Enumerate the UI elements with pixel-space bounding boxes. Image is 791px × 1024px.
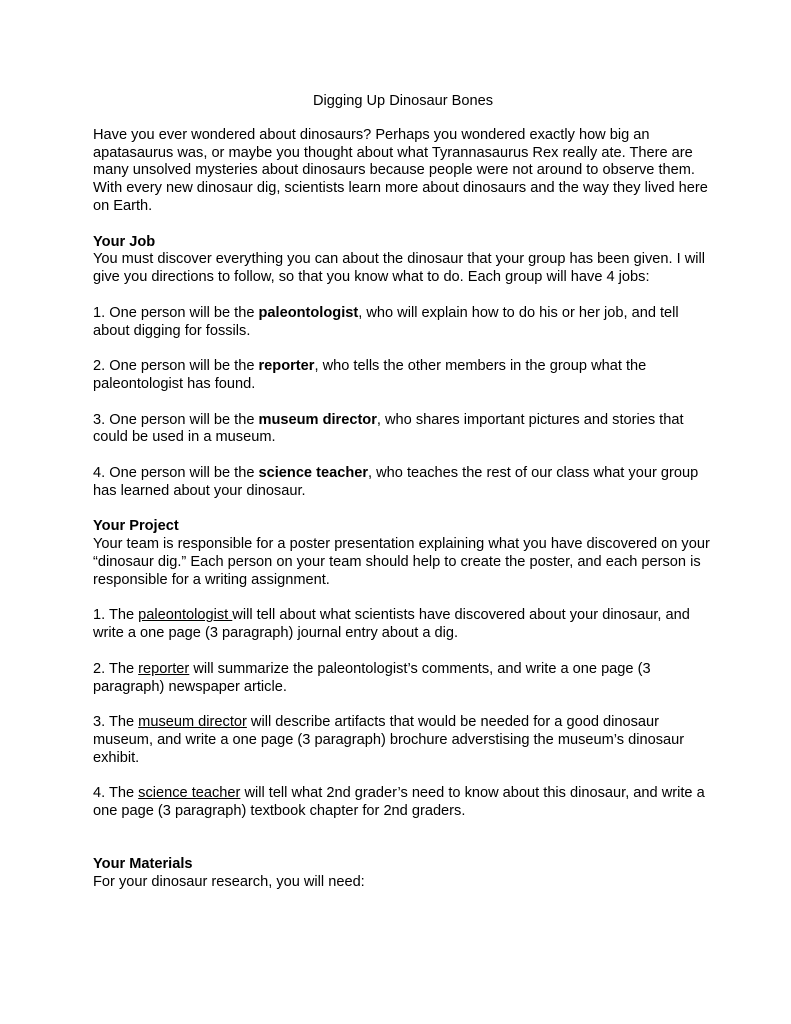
task-suffix: will tell about what scientists have discovered about your dinosaur, and write a one page (3 paragraph) journal entry about a dig. — [93, 607, 690, 642]
task-role: museum director — [138, 714, 247, 731]
job-prefix: 4. One person will be the — [93, 464, 259, 481]
intro-paragraph: Have you ever wondered about dinosaurs? Perhaps you wondered exactly how big an apatasaurus was, or maybe you thought about what Tyrannasaurus Rex really ate. There are many unsolved mysteries about dinosaurs because people were not around to observe them. With every new dinosaur dig, scientists learn more about dinosaurs and the way they lived here on Earth. — [93, 126, 708, 214]
your-materials-section — [93, 856, 713, 892]
job-suffix: , who teaches the rest of our class what your group has learned about your dinosaur. — [93, 464, 699, 499]
task-suffix: will tell what 2nd grader’s need to know about this dinosaur, and write a one page (3 paragraph) textbook chapter for 2nd graders. — [93, 785, 705, 820]
spacer — [93, 839, 713, 857]
task-role: paleontologist — [138, 607, 233, 624]
your-project-section — [93, 518, 713, 589]
job-suffix: , who shares important pictures and stories that could be used in a museum. — [93, 411, 684, 446]
document-title: Digging Up Dinosaur Bones — [312, 93, 494, 109]
task-suffix: will summarize the paleontologist’s comments, and write a one page (3 paragraph) newspaper article. — [93, 660, 651, 695]
task-item — [93, 607, 713, 643]
your-job-heading: Your Job — [93, 233, 156, 250]
job-item — [93, 358, 713, 394]
job-item — [93, 305, 713, 341]
job-item — [93, 412, 713, 448]
your-project-text: Your team is responsible for a poster presentation explaining what you have discovered on your “dinosaur dig.” Each person on your team should help to create the poster, and each person is responsible for a writing assignment. — [93, 536, 710, 588]
job-role: museum director — [258, 411, 377, 428]
task-role: reporter — [138, 660, 190, 677]
job-suffix: , who tells the other members in the group what the paleontologist has found. — [93, 358, 647, 392]
task-role: science teacher — [138, 785, 241, 802]
task-prefix: 2. The — [93, 660, 139, 677]
your-job-section — [93, 234, 713, 287]
your-project-heading: Your Project — [93, 518, 179, 535]
task-item — [93, 661, 713, 697]
your-materials-heading: Your Materials — [93, 856, 193, 873]
your-job-text: You must discover everything you can about the dinosaur that your group has been given. I will give you directions to follow, so that you know what to do. Each group will have 4 jobs: — [93, 251, 705, 286]
task-item — [93, 714, 713, 767]
job-prefix: 2. One person will be the — [93, 358, 259, 375]
job-prefix: 1. One person will be the — [93, 304, 259, 321]
task-prefix: 1. The — [93, 607, 139, 624]
job-item — [93, 465, 713, 501]
task-prefix: 4. The — [93, 785, 139, 802]
task-item — [93, 785, 713, 821]
job-role: science teacher — [258, 464, 369, 481]
your-materials-text: For your dinosaur research, you will need: — [93, 874, 365, 891]
job-suffix: , who will explain how to do his or her job, and tell about digging for fossils. — [93, 304, 679, 339]
job-role: reporter — [258, 358, 315, 375]
task-prefix: 3. The — [93, 714, 139, 731]
task-suffix: will describe artifacts that would be needed for a good dinosaur museum, and write a one page (3 paragraph) brochure adverstising the museum’s dinosaur exhibit. — [93, 714, 685, 766]
job-role: paleontologist — [258, 304, 359, 321]
job-prefix: 3. One person will be the — [93, 411, 259, 428]
document-page — [93, 93, 713, 910]
